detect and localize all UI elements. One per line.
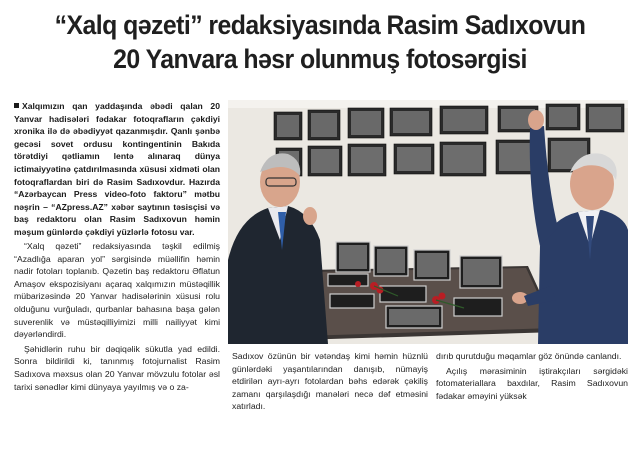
lead-text: Xalqımızın qan yaddaşında əbədi qalan 20 Yanvar hadisələri fədakar fotoqrafların çəkdiyi xronika ilə də əbədiyyət qazanmışdır. Qanlı şənbə gecəsi sovet ordusu kontingentinin Bakıda törətdiyi qətliamın lentə alınaraq dünya ictimaiyyətinə çatdırılmasında xüsusi xidməti olan fotoqraflardan biri də Rasim Sadıxovdur. Hazırda “Azərbaycan Press video-foto faktoru” mətbu nəşrin – “AZpress.AZ” xəbər saytının təsisçisi və baş redaktoru olan Rasim Sadıxovun həmin məşum günlərdə çəkdiyi yüzlərlə fotosu var. xyxy=(14,101,220,237)
article-column-3 xyxy=(436,350,628,404)
article-column-2 xyxy=(232,350,428,413)
lead-bullet-icon xyxy=(14,103,19,108)
col3-paragraph-1: dırıb qurutduğu məqamlar göz önündə canlandı. xyxy=(436,351,622,361)
article-photo xyxy=(228,100,628,344)
col2-paragraph-1: Sadıxov özünün bir vətəndaş kimi həmin hüznlü günlərdəki yaşantılarından danışıb, nümayiş etdirilən ayrı-ayrı fotolardan bəhs edərək çəkiliş zamanı qarşılaşdığı manələri necə dəf etməsini xatırladı. xyxy=(232,351,428,412)
exhibition-photo-image xyxy=(228,100,628,344)
headline-line-2: 20 Yanvara həsr olunmuş fotosərgisi xyxy=(113,44,527,74)
article-column-1 xyxy=(14,240,220,395)
article-lead xyxy=(14,100,220,239)
col3-paragraph-2: Açılış mərasiminin iştirakçıları sərgidəki fotomateriallara baxdılar, Rasim Sadıxovun fədakar əməyini yüksək xyxy=(436,365,628,401)
col1-paragraph-2: Şəhidlərin ruhu bir dəqiqəlik sükutla yad edildi. Sonra bildirildi ki, tanınmış fotojurnalist Rasim Sadıxova məxsus olan 20 Yanvar mövzulu fotolar əsl tarixi sənədlər kimi dünyaya yayılmış və o za- xyxy=(14,343,220,392)
col1-paragraph-1: “Xalq qəzeti” redaksiyasında təşkil edilmiş “Azadlığa aparan yol” sərgisində müəllifin həmin nadir fotoları toplanıb. Qəzetin baş redaktoru Əflatun Amaşov ekspozisiyanı açaraq xalqımızın müstəqillik mübarizəsində 20 Yanvar hadisələrinin xüsusi rolu olduğunu vurğuladı, qurbanlar bahasına başa gələn suverenlik və müstəqilliyimizi milli nailiyyət kimi dəyərləndirdi. xyxy=(14,241,220,340)
article-headline xyxy=(26,8,615,76)
headline-line-1: “Xalq qəzeti” redaksiyasında Rasim Sadıxovun xyxy=(54,10,586,40)
